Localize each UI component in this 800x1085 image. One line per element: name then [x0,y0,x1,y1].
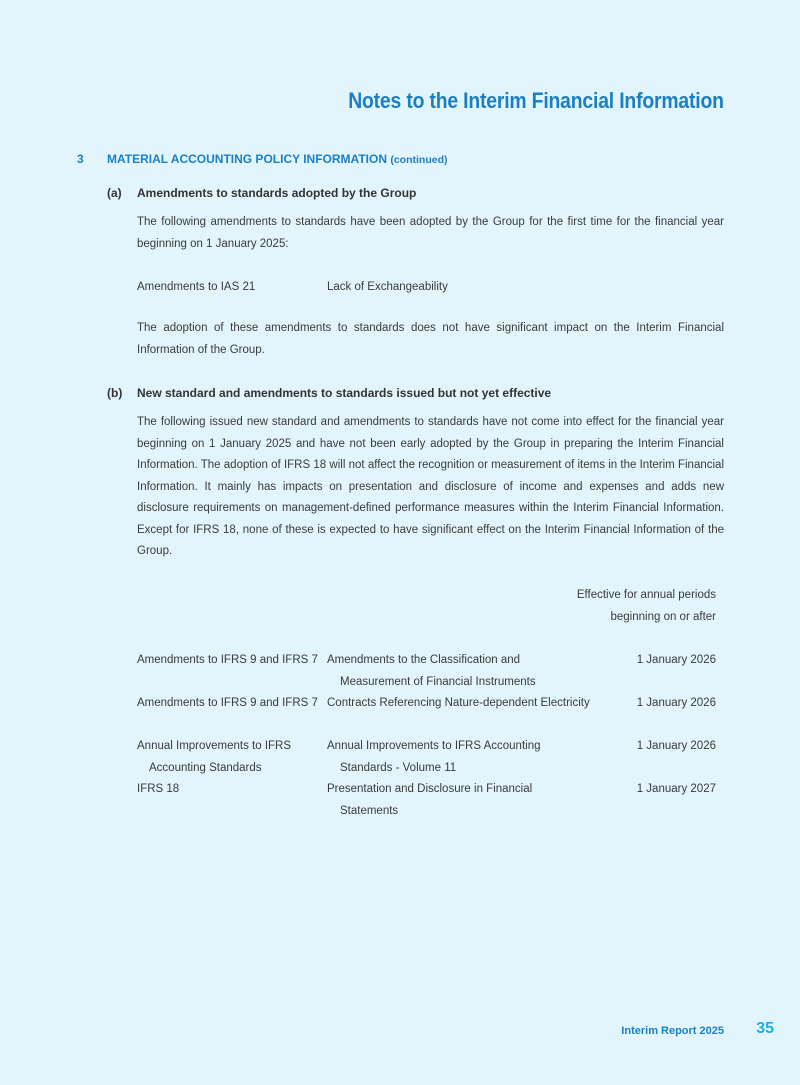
table-row-standard: IFRS 18 [137,783,180,795]
table-row-date: 1 January 2026 [636,697,716,709]
table-row-description: Annual Improvements to IFRS Accounting Standards - Volume 11 [327,740,541,774]
table-row-standard: Annual Improvements to IFRS Accounting Standards [137,740,292,774]
subsection-a-label: (a) [107,186,122,200]
adopted-description: Lack of Exchangeability [327,281,448,293]
footer-report-name: Interim Report 2025 [621,1025,724,1037]
subsection-b-intro: The following issued new standard and amendments to standards have not come into effect for the financial year beginning on 1 January 2025 and have not been early adopted by the Group in preparing the Interim Financial Information. The adoption of IFRS 18 will not affect the recognition or measurement of items in the Interim Financial Information. It mainly has impacts on presentation and disclosure of income and expenses and adds new disclosure requirements on management-defined performance measures within the Interim Financial Information. Except for IFRS 18, none of these is expected to have significant effect on the Interim Financial Information of the Group. [137,416,724,557]
table-row-standard: Amendments to IFRS 9 and IFRS 7 [137,654,318,666]
table-row-date: 1 January 2027 [636,783,716,795]
page-title: Notes to the Interim Financial Information [348,88,724,113]
table-row-date: 1 January 2026 [636,740,716,752]
section-title: MATERIAL ACCOUNTING POLICY INFORMATION [107,152,387,166]
subsection-a-intro: The following amendments to standards have been adopted by the Group for the first time for the financial year beginning on 1 January 2025: [137,216,724,250]
table-row-description: Amendments to the Classification and Measurement of Financial Instruments [327,654,536,688]
adopted-standard: Amendments to IAS 21 [137,281,256,293]
subsection-a-conclusion: The adoption of these amendments to standards does not have significant impact on the Interim Financial Information of the Group. [137,322,724,356]
section-continued: (continued) [390,154,448,166]
subsection-b-title: New standard and amendments to standards issued but not yet effective [137,386,552,400]
section-number: 3 [77,152,84,166]
table-row-date: 1 January 2026 [636,654,716,666]
effective-date-header-line1: Effective for annual periods [576,589,716,601]
effective-date-header [577,585,716,628]
subsection-b-label: (b) [107,386,123,400]
subsection-a-heading [107,186,416,200]
table-row-standard: Amendments to IFRS 9 and IFRS 7 [137,697,318,709]
subsection-a-title: Amendments to standards adopted by the Group [137,186,417,200]
table-row-description: Contracts Referencing Nature-dependent Electricity [327,697,590,709]
subsection-b-heading [107,386,551,400]
effective-date-header-line2: beginning on or after [610,610,716,623]
section-heading [77,152,448,166]
page-number: 35 [756,1020,774,1037]
table-row-description: Presentation and Disclosure in Financial Statements [327,783,533,817]
